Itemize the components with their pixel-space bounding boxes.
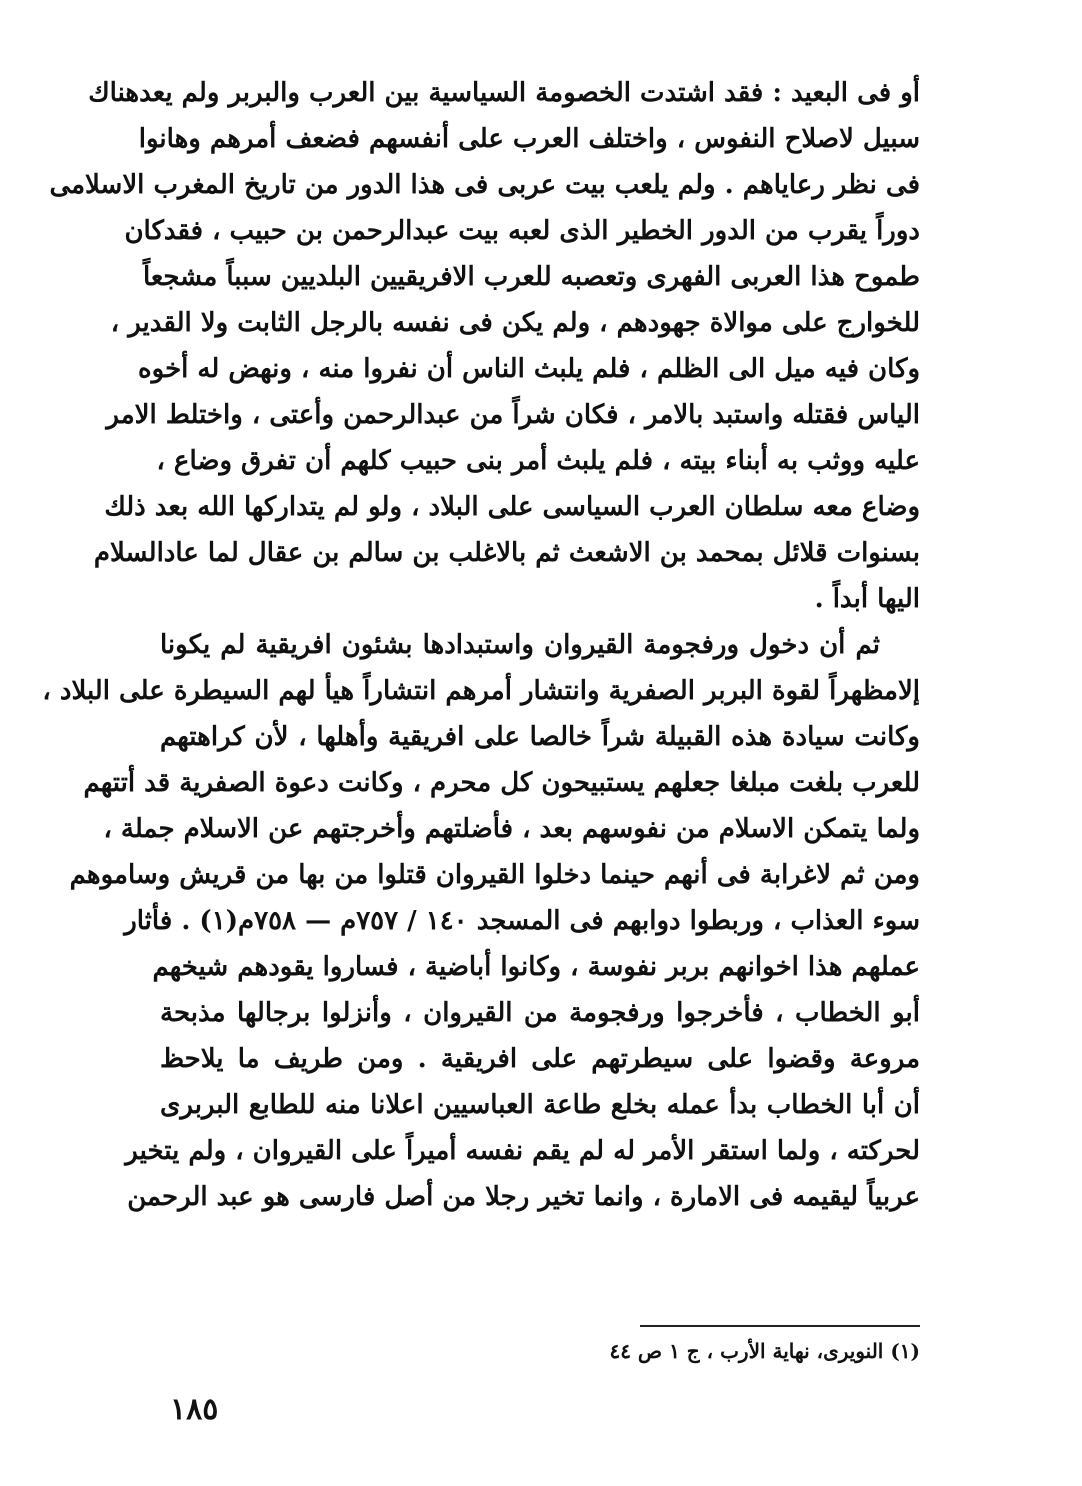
text-line: ومن ثم لاغرابة فى أنهم حينما دخلوا القيروان قتلوا من بها من قريش وساموهم <box>69 860 920 890</box>
text-line: فى نظر رعاياهم . ولم يلعب بيت عربى فى هذا الدور من تاريخ المغرب الاسلامى <box>49 170 920 200</box>
text-line: أو فى البعيد : فقد اشتدت الخصومة السياسية بين العرب والبربر ولم يعدهناك <box>88 78 920 108</box>
text-line: دوراً يقرب من الدور الخطير الذى لعبه بيت عبدالرحمن بن حبيب ، فقدكان <box>124 216 920 246</box>
text-line: للخوارج على موالاة جهودهم ، ولم يكن فى نفسه بالرجل الثابت ولا القدير ، <box>110 308 920 338</box>
text-line: أن أبا الخطاب بدأ عمله بخلع طاعة العباسيين اعلانا منه للطابع البربرى <box>160 1090 920 1120</box>
text-line: وكان فيه ميل الى الظلم ، فلم يلبث الناس أن نفروا منه ، ونهض له أخوه <box>138 354 920 384</box>
text-line: سوء العذاب ، وربطوا دوابهم فى المسجد ١٤٠ / ٧٥٧م — ٧٥٨م(١) . فأثار <box>124 906 920 936</box>
text-line: اليها أبداً . <box>814 584 920 614</box>
footnote-divider <box>640 1325 920 1327</box>
text-line: بسنوات قلائل بمحمد بن الاشعث ثم بالاغلب بن سالم بن عقال لما عادالسلام <box>93 538 920 568</box>
text-line: عليه ووثب به أبناء بيته ، فلم يلبث أمر بنى حبيب كلهم أن تفرق وضاع ، <box>156 446 920 476</box>
text-line: أبو الخطاب ، فأخرجوا ورفجومة من القيروان ، وأنزلوا برجالها مذبحة <box>160 998 920 1028</box>
body-text <box>42 70 920 1220</box>
text-line: الياس فقتله واستبد بالامر ، فكان شراً من عبدالرحمن وأعتى ، واختلط الامر <box>106 400 920 430</box>
paragraph-1 <box>49 70 920 622</box>
paragraph-2 <box>42 622 920 1220</box>
text-line: للعرب بلغت مبلغا جعلهم يستبيحون كل محرم ، وكانت دعوة الصفرية قد أتتهم <box>83 768 920 798</box>
text-line: سبيل لاصلاح النفوس ، واختلف العرب على أنفسهم فضعف أمرهم وهانوا <box>138 124 920 154</box>
text-line: لحركته ، ولما استقر الأمر له لم يقم نفسه أميراً على القيروان ، ولم يتخير <box>125 1136 920 1166</box>
text-line: إلامظهراً لقوة البربر الصفرية وانتشار أمرهم انتشاراً هيأ لهم السيطرة على البلاد ، <box>42 676 920 706</box>
page-number: ١٨٥ <box>170 1392 219 1427</box>
text-line: وكانت سيادة هذه القبيلة شراً خالصا على افريقية وأهلها ، لأن كراهتهم <box>160 722 920 752</box>
text-line: وضاع معه سلطان العرب السياسى على البلاد ، ولو لم يتداركها الله بعد ذلك <box>104 492 920 522</box>
text-line: طموح هذا العربى الفهرى وتعصبه للعرب الافريقيين البلديين سبباً مشجعاً <box>142 262 920 292</box>
text-line: ولما يتمكن الاسلام من نفوسهم بعد ، فأضلتهم وأخرجتهم عن الاسلام جملة ، <box>103 814 920 844</box>
text-line: عربياً ليقيمه فى الامارة ، وانما تخير رجلا من أصل فارسى هو عبد الرحمن <box>127 1182 920 1212</box>
footnote: (١) النويرى، نهاية الأرب ، ج ١ ص ٤٤ <box>609 1339 920 1363</box>
text-line: ثم أن دخول ورفجومة القيروان واستبدادها بشئون افريقية لم يكونا <box>160 630 880 660</box>
text-line: عملهم هذا اخوانهم بربر نفوسة ، وكانوا أباضية ، فساروا يقودهم شيخهم <box>152 952 920 982</box>
text-line: مروعة وقضوا على سيطرتهم على افريقية . ومن طريف ما يلاحظ <box>160 1044 920 1074</box>
